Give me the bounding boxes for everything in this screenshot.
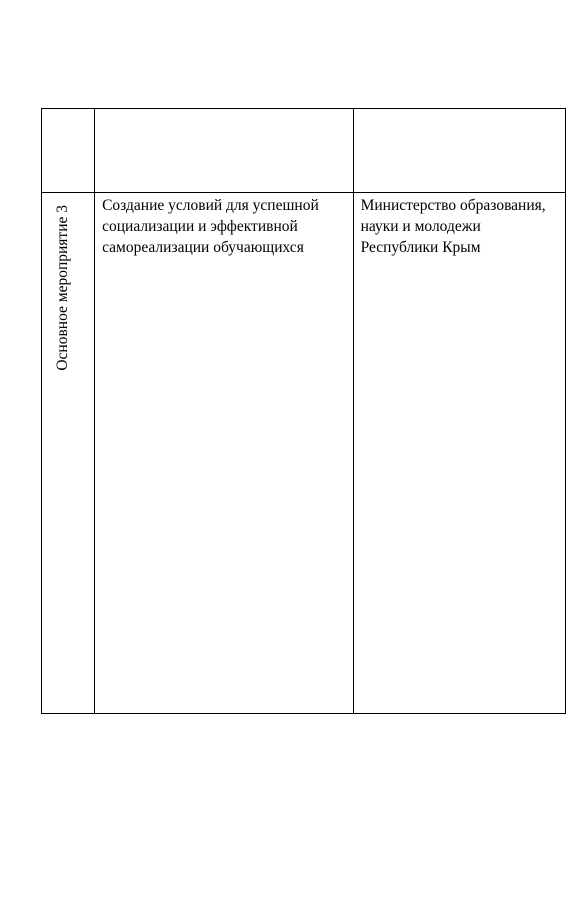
document-table <box>41 108 566 714</box>
header-cell-2 <box>95 109 353 193</box>
row-description: Создание условий для успешной социализации и эффективной самореализации обучающихся <box>102 197 319 257</box>
header-cell-1 <box>42 109 95 193</box>
row-executor: Министерство образования, науки и молодежи Республики Крым <box>360 197 546 257</box>
row-label: Основное мероприятие 3 <box>54 205 71 371</box>
row-label-cell <box>42 193 95 714</box>
header-cell-3 <box>353 109 565 193</box>
table-row <box>42 193 566 714</box>
description-cell <box>95 193 353 714</box>
table-header-row <box>42 109 566 193</box>
executor-cell <box>353 193 565 714</box>
